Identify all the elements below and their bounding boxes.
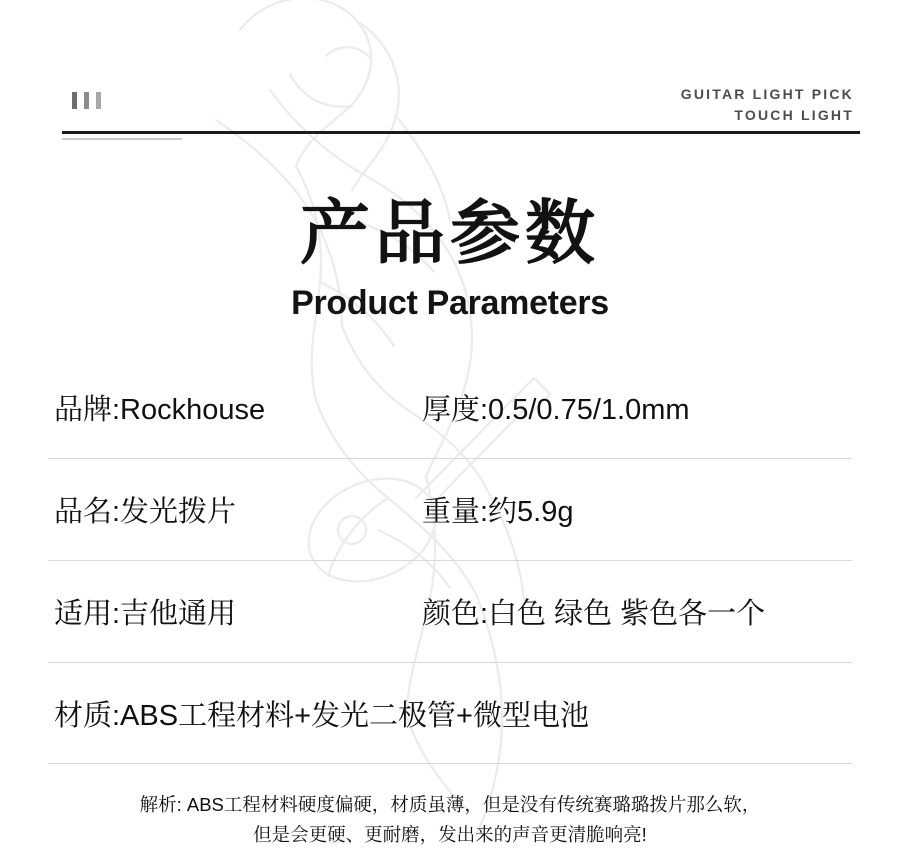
three-bars-icon [72,92,101,109]
footnote-line-2: 但是会更硬、更耐磨，发出来的声音更清脆响亮! [253,823,647,845]
param-material: 材质:ABS工程材料+发光二极管+微型电池 [48,663,852,764]
param-thickness: 厚度:0.5/0.75/1.0mm [422,394,690,426]
table-row [48,357,852,459]
header-english-line-1: GUITAR LIGHT PICK [680,86,854,102]
param-product-name: 品名:发光拨片 [54,496,237,528]
header-accent-line [62,138,182,140]
page-header [0,0,900,150]
header-english-line-2: TOUCH LIGHT [734,107,854,123]
parameters-table [48,357,852,764]
param-brand: 品牌:Rockhouse [54,394,266,426]
param-colors: 颜色:白色 绿色 紫色各一个 [422,598,766,630]
table-row [48,459,852,561]
param-weight: 重量:约5.9g [422,496,574,528]
footnote [34,790,866,850]
page-title-chinese: 产品参数 [300,194,600,272]
header-english-caption [681,84,854,126]
param-application: 适用:吉他通用 [54,598,237,630]
header-divider-line [62,131,860,134]
footnote-line-1: 解析: ABS工程材料硬度偏硬，材质虽薄，但是没有传统赛璐璐拨片那么软， [139,794,761,815]
page-title-english: Product Parameters [291,284,609,322]
table-row [48,561,852,663]
